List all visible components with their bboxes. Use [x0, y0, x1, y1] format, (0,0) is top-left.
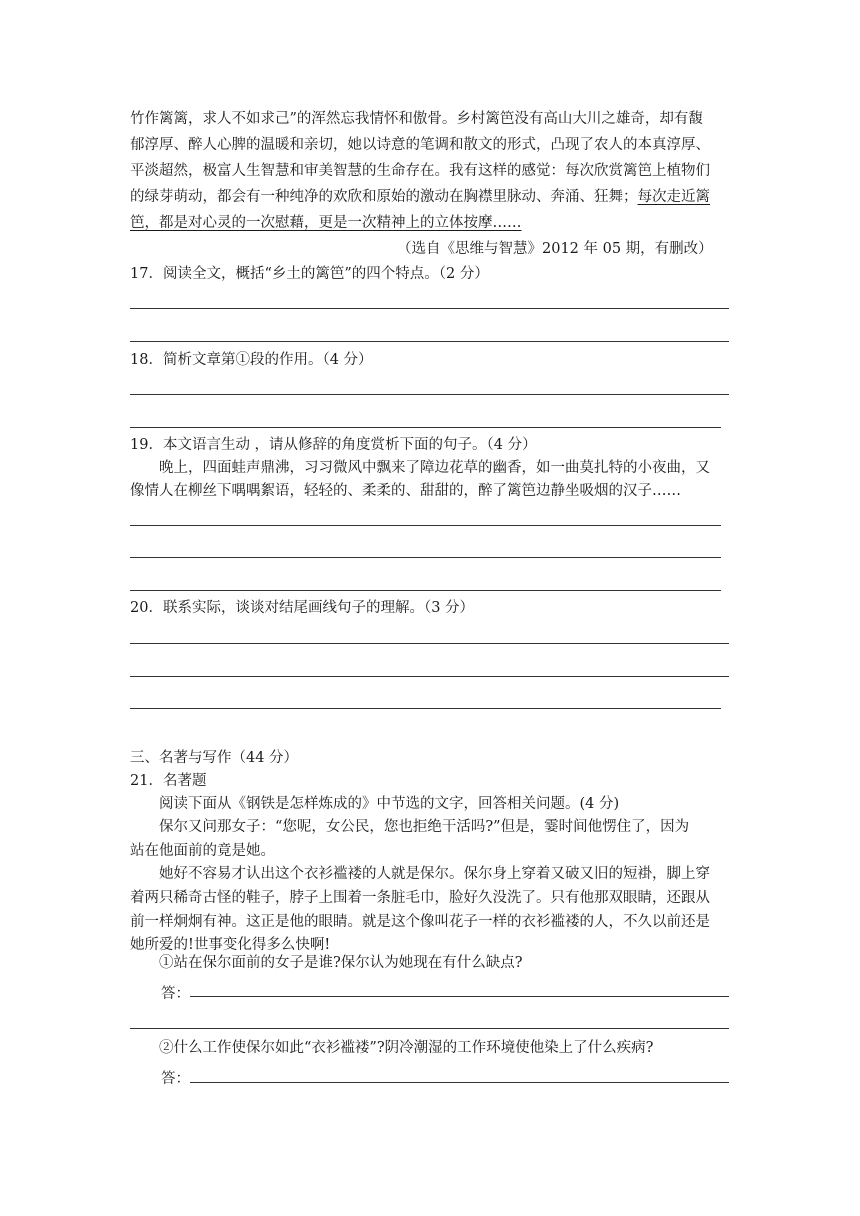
- excerpt-line: 着两只稀奇古怪的鞋子，脖子上围着一条脏毛巾，脸好久没洗了。只有他那双眼睛，还跟从: [130, 890, 710, 906]
- excerpt-line: 站在他面前的竟是她。: [130, 843, 275, 859]
- passage-text: 的绿芽萌动，都会有一种纯净的欢欣和原始的激动在胸襟里脉动、奔涌、狂舞；: [130, 189, 638, 205]
- sub-question-1: ①站在保尔面前的女子是谁?保尔认为她现在有什么缺点?: [159, 955, 523, 971]
- underlined-sentence: 每次走近篱: [637, 189, 710, 205]
- passage-line: [130, 187, 710, 207]
- answer-label: 答：: [161, 1071, 190, 1087]
- question-18: 18．简析文章第①段的作用。（4 分）: [130, 352, 373, 368]
- question-17: 17．阅读全文，概括“乡土的篱笆”的四个特点。（2 分）: [130, 266, 489, 282]
- quoted-sentence: 晚上，四面蛙声鼎沸，习习微风中飘来了障边花草的幽香，如一曲莫扎特的小夜曲，又: [159, 460, 710, 476]
- answer-line[interactable]: [130, 394, 729, 395]
- excerpt-line: 她所爱的!世事变化得多么快啊!: [130, 937, 331, 953]
- answer-line[interactable]: [130, 708, 721, 709]
- answer-line[interactable]: [130, 1028, 729, 1029]
- source-citation: （选自《思维与智慧》2012 年 05 期，有删改）: [397, 241, 713, 257]
- question-21-intro: 阅读下面从《钢铁是怎样炼成的》中节选的文字，回答相关问题。(4 分): [159, 796, 620, 812]
- excerpt-line: 前一样炯炯有神。这正是他的眼睛。就是这个像叫花子一样的衣衫褴褛的人，不久以前还是: [130, 914, 710, 930]
- answer-label: 答：: [161, 986, 190, 1002]
- question-21-title: 21．名著题: [130, 773, 207, 789]
- underlined-sentence: 笆，都是对心灵的一次慰藉，更是一次精神上的立体按摩……: [130, 215, 522, 231]
- question-19: 19．本文语言生动 ，请从修辞的角度赏析下面的句子。（4 分）: [130, 437, 537, 453]
- answer-line[interactable]: [130, 590, 721, 591]
- passage-line: 平淡超然，极富人生智慧和审美智慧的生命存在。我有这样的感觉：每次欣赏篱笆上植物们: [130, 163, 710, 179]
- answer-line[interactable]: [190, 996, 729, 997]
- answer-line[interactable]: [130, 308, 729, 309]
- question-20: 20．联系实际，谈谈对结尾画线句子的理解。（3 分）: [130, 600, 475, 616]
- answer-line[interactable]: [130, 557, 721, 558]
- answer-line[interactable]: [190, 1082, 729, 1083]
- sub-question-2: ②什么工作使保尔如此“衣衫褴褛”?阴冷潮湿的工作环境使他染上了什么疾病?: [159, 1040, 654, 1056]
- answer-line[interactable]: [130, 427, 721, 428]
- answer-line[interactable]: [130, 341, 729, 342]
- passage-line: 竹作篱篱，求人不如求己”的浑然忘我情怀和傲骨。乡村篱笆没有高山大川之雄奇，却有馥: [130, 111, 703, 127]
- passage-line: [130, 213, 522, 233]
- answer-line[interactable]: [130, 676, 729, 677]
- answer-line[interactable]: [130, 525, 721, 526]
- section-heading: 三、名著与写作（44 分）: [130, 750, 299, 766]
- quoted-sentence: 像情人在柳丝下喁喁絮语，轻轻的、柔柔的、甜甜的，醉了篱笆边静坐吸烟的汉子……: [130, 483, 681, 499]
- answer-line[interactable]: [130, 643, 729, 644]
- excerpt-line: 保尔又问那女子：“您呢，女公民，您也拒绝干活吗?”但是，霎时间他愣住了，因为: [159, 819, 690, 835]
- excerpt-line: 她好不容易才认出这个衣衫褴褛的人就是保尔。保尔身上穿着又破又旧的短褂，脚上穿: [159, 866, 710, 882]
- passage-line: 郁淳厚、醉人心脾的温暖和亲切，她以诗意的笔调和散文的形式，凸现了农人的本真淳厚、: [130, 137, 710, 153]
